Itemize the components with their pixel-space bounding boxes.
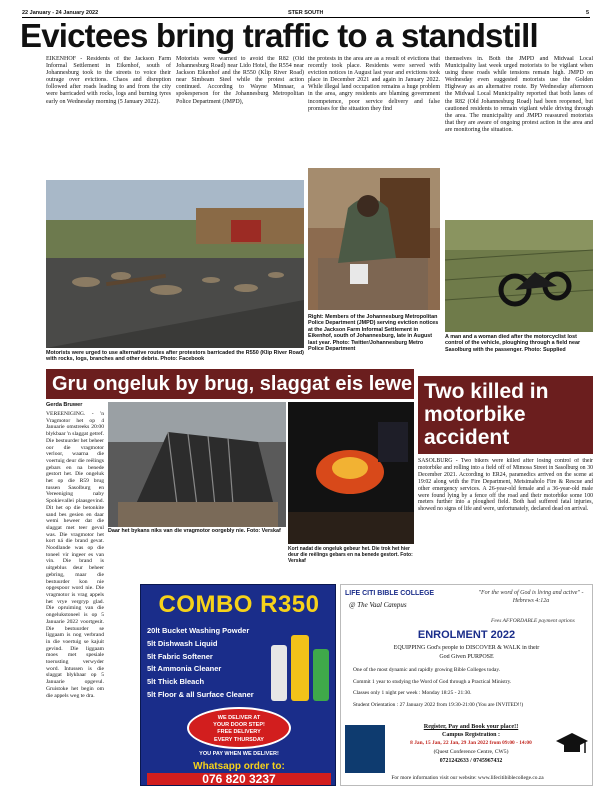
register-heading: Register, Pay and Book your place!! xyxy=(423,723,519,730)
road-protest-photo xyxy=(46,180,304,348)
combo-item: 5lt Dishwash Liquid xyxy=(147,638,218,648)
fees-note: Fees AFFORDABLE payment options xyxy=(491,618,575,624)
order-phone-number: 076 820 3237 xyxy=(147,773,331,786)
registration-dates: 8 Jan, 15 Jan, 22 Jan, 29 Jan 2022 from 09:00 - 14:00 xyxy=(410,740,532,746)
burnt-truck-photo xyxy=(108,402,286,527)
motorbike-crash-photo xyxy=(445,220,593,332)
college-name: LIFE CITI BIBLE COLLEGE xyxy=(345,590,435,597)
burnt-truck-caption: Daar het bykans niks van die vragmotor oorgebly nie. Foto: Verskaf xyxy=(108,528,281,534)
jmpd-officer-photo xyxy=(308,168,440,310)
story3-headline: Two killed in motorbike accident xyxy=(418,376,593,454)
scripture-quote: "For the word of God is living and active" - Hebrews 4:12a xyxy=(478,590,584,604)
issue-date: 22 January - 24 January 2022 xyxy=(22,10,99,16)
college-benefits-list xyxy=(353,665,589,715)
enrolment-heading: ENROLMENT 2022 xyxy=(417,629,516,641)
combo-ad xyxy=(140,584,336,786)
story1-col1: EIKENHOF - Residents of the Jackson Farm Informal Settlement in Eikenhof, south of Johannesburg took to the streets to voice their outrage over evictions. Chaos and disruption followed after roads leading to and from the city were barricaded with rocks, logs and burning tyres early on Wednesday morning (5 January 2022). xyxy=(46,56,171,105)
paper-name: STER SOUTH xyxy=(288,10,324,16)
motorbike-photo-caption: A man and a woman died after the motorcyclist lost control of the vehicle, ploughing through a field near Sasolburg with the passenger. Photo: Supplied xyxy=(445,334,581,353)
main-headline: Evictees bring traffic to a standstill xyxy=(20,18,538,54)
story1-col3: the protests in the area are as a result of evictions that recently took place. Residents were served with eviction notices in August last year and evictions took place in December 2021 and again in January 2022. While illegal land occupation remains a huge problem in the area, angry residents are blaming government incompetence, poor service delivery and false promises for the situation they find xyxy=(308,56,440,112)
jmpd-photo-caption: Right: Members of the Johannesburg Metropolitan Police Department (JMPD) serving eviction notices at the Jackson Farm Informal Settlement in Eikenhof, south of Johannesburg, late in August last year. Photo: Twitter/Johannesburg Metro Police Department xyxy=(308,314,439,353)
truck-fire-caption: Kort nadat die ongeluk gebeur het. Die trok het hier deur die reëlings gebars en na benede gestort. Foto: Verskaf xyxy=(288,546,413,564)
combo-item: 5lt Fabric Softener xyxy=(147,651,213,661)
combo-ad-title: COMBO R350 xyxy=(158,591,320,618)
delivery-line: EVERY THURSDAY xyxy=(214,736,264,743)
campus-registration-label: Campus Registration : xyxy=(442,732,500,738)
bible-college-ad xyxy=(340,584,593,786)
registration-venue: (Quest Conference Centre, CW5) xyxy=(433,749,509,755)
benefit-item: Commit 1 year to studying the Word of God through a Practical Ministry. xyxy=(353,678,512,685)
pay-on-delivery-text: YOU PAY WHEN WE DELIVER! xyxy=(199,751,279,757)
campus-branch: @ The Vaal Campus xyxy=(349,601,407,609)
equip-line-1: EQUIPPING God's people to DISCOVER & WALK in their xyxy=(393,645,540,651)
story2-byline: Gerda Bruwer xyxy=(46,402,83,408)
benefit-item: Classes only 1 night per week : Monday 18:25 - 21:30. xyxy=(353,690,472,696)
equip-line-2: God Given PURPOSE xyxy=(439,654,494,660)
story3-body: SASOLBURG - Two bikers were killed after losing control of their motorbike and rolling into a field off of Mimosa Street in Sasolburg on 30 December 2021. According to ER24, paramedics arrived on the scene at 19:02 along with the Fire Department, Metsimaholo Fire & Rescue and other emergency services. A 26-year-old female and a 36-year-old male were found lying by a fence off the road and their motorbike some 100 meters further into a ploughed field. Both had suffered fatal injuries, showed no signs of life and were, unfortunately, declared dead on arrival. xyxy=(418,458,593,513)
delivery-badge xyxy=(187,707,291,749)
combo-item: 5lt Ammonia Cleaner xyxy=(147,664,222,674)
college-logo xyxy=(345,725,385,773)
combo-item: 5lt Thick Bleach xyxy=(147,677,205,687)
combo-items-list xyxy=(147,625,267,705)
story1-col2: Motorists were warned to avoid the R82 (Old Johannesburg Road) near Lido Hotel, the R554 near Jackson Eikenhof and the R550 (Klip River Road) near Simbeam Steel while the protest action continued. According to Wayne Minnaar, a spokesperson for the Johannesburg Metropolitan Police Department (JMPD), xyxy=(176,56,304,105)
contact-numbers: 0721242633 / 0745967432 xyxy=(439,758,503,764)
truck-fire-night-photo xyxy=(288,402,414,544)
delivery-line: FREE DELIVERY xyxy=(217,729,261,736)
page-number: 5 xyxy=(586,10,590,16)
product-bottles-image xyxy=(269,625,331,705)
story2-body: VEREENIGING. - 'n Vragmotor het op 4 Januarie omstreeks 20:00 blykbaar 'n slaggat getref. Die bestuurder het beheer oor die vragmotor verloor, waarna die voertuig deur die reëlings gebars en na benede gestort het. Die ongeluk het op die R59 brug tussen Sasolburg en Vereeniging naby Spokievallei plaasgevind. Dit het op die betonkite sand bes gesien en daar wemi heweer dat die slaggat met teer gevul was. Die vragmotor het kort ná die brand gevat. Noodlande was op die toneel vir ingeer es van vin. Die brand is uitgeblus deur beheer gebring, maar die bestuurder kon nie opgespoor word nie. Die vragmotor is vrag appels het vrye vergryp glad. Die opruiming van die ongelukstoneel is op 5 Januarie 2022 voortgesit. Die bestuurder se liggaam is nog verbrand in die voertuig se kajuit gevind. Die liggaam moes met spesiale toerusting verwyder word. Intussen is die slaggat blykbaar op 5 Januarie opgevul. Gruistoke het begin om die appels weg te dra. xyxy=(46,411,104,699)
combo-item: 20lt Bucket Washing Powder xyxy=(147,626,250,635)
whatsapp-order-label: Whatsapp order to: xyxy=(193,761,285,772)
road-photo-caption: Motorists were urged to use alternative routes after protestors barricaded the R550 (Klip River Road) with rocks, logs, branches and other debris. Photo: Facebook xyxy=(46,350,304,363)
story2-headline: Gru ongeluk by brug, slaggat eis lewe xyxy=(46,369,414,399)
website-info: For more information visit our website: www.lifecitibiblecollege.co.za xyxy=(391,775,544,781)
benefit-item: One of the most dynamic and rapidly growing Bible Colleges today. xyxy=(353,667,501,673)
story1-col4: themselves in. Both the JMPD and Midvaal Local Municipality last week urged motorists to be vigilant when using these roads while tensions remain high. JMPD on Wednesday even suggested motorists use the Golden Highway as an alternative route. By Wednesday afternoon the Midvaal Local Municipality reported that both lanes of the R82 (Old Johannesburg Road) had been reopened, but cautioned residents to remain vigilant while driving through the area. The municipality and JMPD reassured motorists that they are aware of ongoing protest action in the area and are monitoring the situation. xyxy=(445,56,593,133)
delivery-line: YOUR DOOR STEP! xyxy=(213,722,265,729)
graduation-cap-icon xyxy=(555,727,589,761)
benefit-item: Student Orientation : 27 January 2022 from 19:30-21:00 (You are INVITED!!) xyxy=(353,701,524,708)
delivery-line: WE DELIVER AT xyxy=(217,715,261,721)
combo-item: 5lt Floor & all Surface Cleaner xyxy=(147,689,254,699)
